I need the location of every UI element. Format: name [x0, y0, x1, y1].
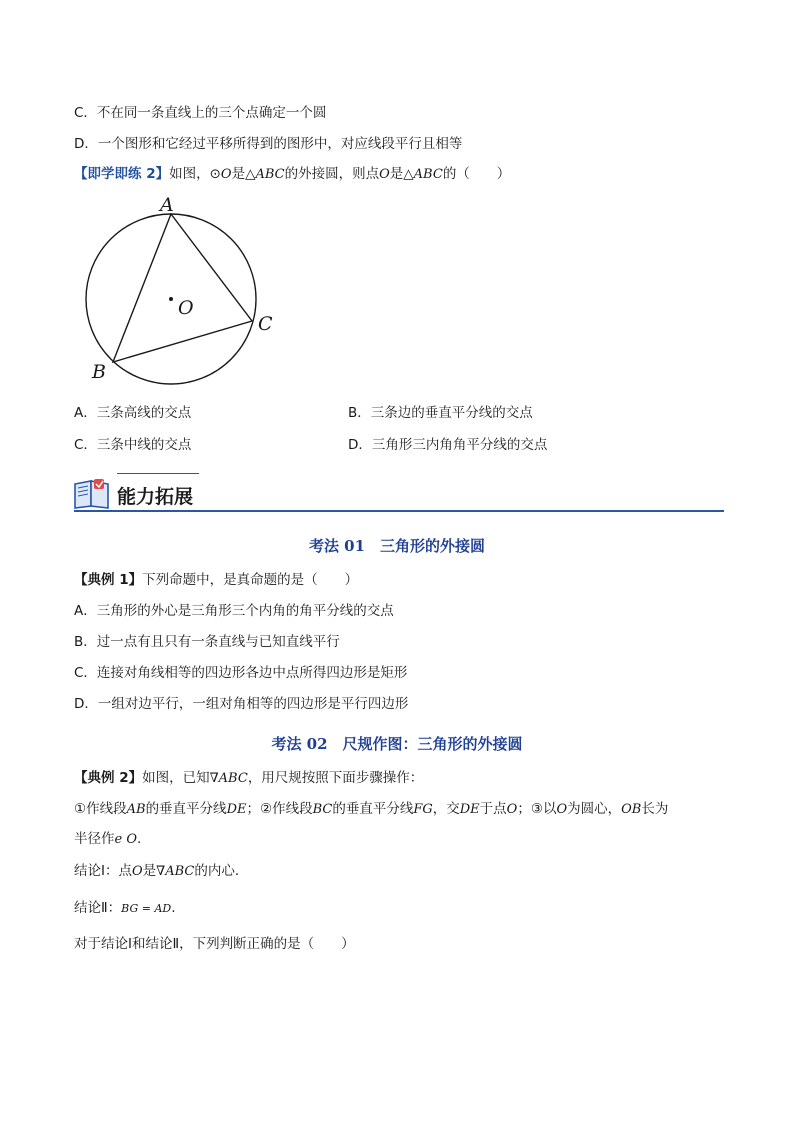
banner-topline [117, 473, 199, 474]
label-c: C [258, 313, 273, 335]
q-text: 的（ ） [442, 166, 511, 182]
s2-text: ①作线段 [74, 801, 127, 817]
section1-title: 考法 01 三角形的外接圆 [308, 537, 486, 555]
book-icon [72, 476, 114, 512]
q-var: O [379, 167, 390, 182]
s2-text: ；③以 [517, 801, 557, 817]
s2-var: OB [621, 802, 642, 817]
s2-text: . [171, 900, 176, 916]
s2-text: 的内心． [194, 863, 249, 879]
q-text: 如图，⊙ [169, 166, 221, 182]
s2-var: O [506, 802, 518, 817]
example1-text: 下列命题中，是真命题的是（ ） [142, 572, 359, 588]
s2-text: 的垂直平分线 [332, 801, 414, 817]
s2-var: DE [459, 802, 480, 817]
s2-text: 的垂直平分线 [145, 801, 227, 817]
s2-var: O [556, 802, 568, 817]
s2-text: 是 [142, 863, 157, 879]
s2-var: AB [126, 802, 146, 817]
conclusion-1 [74, 862, 248, 881]
example1-option-c: C．连接对角线相等的四边形各边中点所得四边形是矩形 [74, 665, 408, 681]
example1-tag: 【典例 1】 [74, 572, 143, 588]
example1-question [74, 571, 358, 589]
q-var: O [220, 167, 232, 182]
label-o: O [178, 297, 194, 319]
practice2-question [74, 165, 510, 184]
practice2-option-d: D．三角形三内角角平分线的交点 [348, 437, 548, 453]
practice2-option-c: C．三条中线的交点 [74, 437, 192, 453]
s2-var: BC [312, 802, 333, 817]
example1-option-a: A．三角形的外心是三角形三个内角的角平分线的交点 [74, 603, 394, 619]
banner-title: 能力拓展 [117, 486, 194, 508]
s2-var: BG = AD [121, 902, 172, 915]
example2-steps [74, 800, 668, 819]
s2-var: DE [226, 802, 247, 817]
example2-intro [74, 769, 423, 788]
s2-text: 半径作 [74, 831, 115, 847]
q-var: ABC [255, 167, 285, 182]
s2-text: . [136, 831, 142, 847]
practice2-tag: 【即学即练 2】 [74, 166, 170, 182]
s2-text: 为圆心， [567, 801, 622, 817]
option-c-top: C．不在同一条直线上的三个点确定一个圆 [74, 105, 327, 121]
conclusion-2 [74, 899, 176, 918]
s2-text: ；②作线段 [246, 801, 313, 817]
option-d-top: D．一个图形和它经过平移所得到的图形中，对应线段平行且相等 [74, 136, 463, 152]
s2-var: ∇ABC [156, 864, 195, 879]
practice2-option-a: A．三条高线的交点 [74, 405, 192, 421]
s2-text: 结论Ⅱ： [74, 900, 122, 916]
label-b: B [92, 361, 106, 383]
s2-var: e O [114, 832, 137, 847]
s2-text: 长为 [641, 801, 669, 817]
q-text: 是△ [231, 166, 256, 182]
s2-text: 结论Ⅰ：点 [74, 863, 132, 879]
banner-rule [74, 510, 724, 512]
s2-var: ∇ABC [209, 771, 248, 786]
example1-option-d: D．一组对边平行，一组对角相等的四边形是平行四边形 [74, 696, 409, 712]
example1-option-b: B．过一点有且只有一条直线与已知直线平行 [74, 634, 340, 650]
s2-var: O [131, 864, 143, 879]
circumcircle-figure [74, 190, 294, 390]
center-point [169, 297, 173, 301]
example2-question: 对于结论Ⅰ和结论Ⅱ，下列判断正确的是（ ） [74, 936, 355, 952]
example2-tag: 【典例 2】 [74, 770, 143, 786]
example2-steps-cont [74, 830, 141, 849]
triangle-abc [113, 214, 252, 362]
s2-var: FG [413, 802, 433, 817]
practice2-option-b: B．三条边的垂直平分线的交点 [348, 405, 533, 421]
q-var: ABC [413, 167, 443, 182]
q-text: 是△ [389, 166, 414, 182]
s2-text: 如图，已知 [142, 770, 210, 786]
label-a: A [160, 194, 174, 216]
s2-text: 于点 [479, 801, 507, 817]
q-text: 的外接圆，则点 [284, 166, 380, 182]
section2-title: 考法 02 尺规作图：三角形的外接圆 [271, 735, 523, 753]
s2-text: ，交 [432, 801, 460, 817]
s2-text: ，用尺规按照下面步骤操作： [247, 770, 424, 786]
